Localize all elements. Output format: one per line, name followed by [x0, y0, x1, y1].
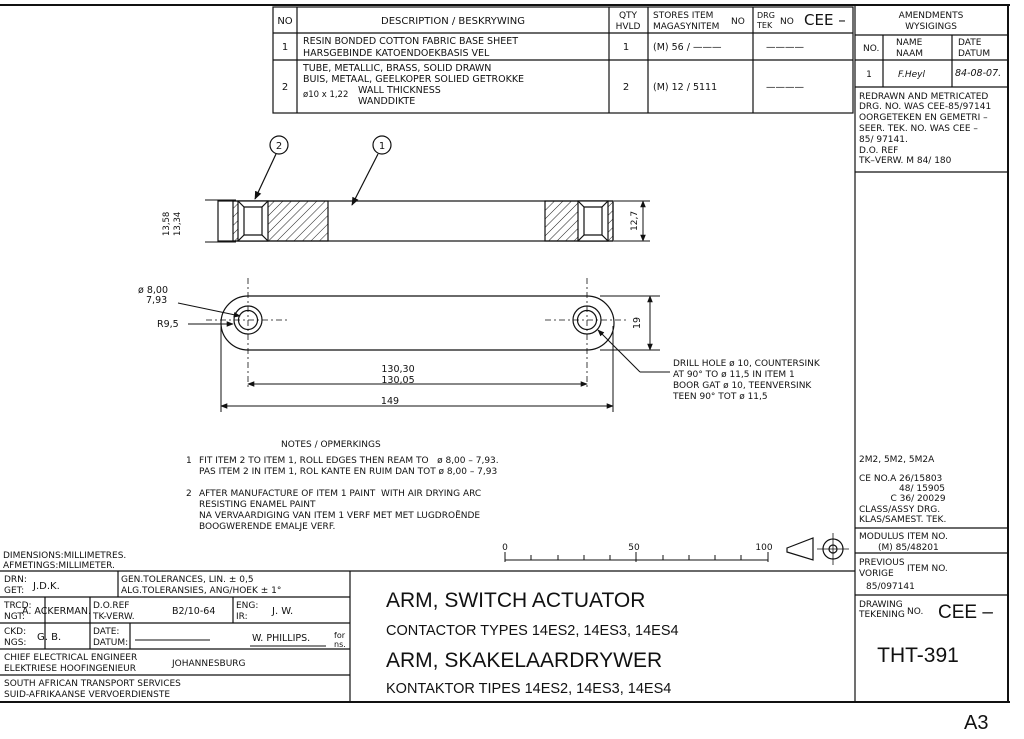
drill-note-line: BOOR GAT ø 10, TEENVERSINK: [673, 381, 812, 391]
balloon-1-text: 1: [378, 141, 386, 152]
tolerance-line-1: GEN.TOLERANCES, LIN. ± 0,5: [121, 575, 254, 585]
drawn-by: J.D.K.: [33, 581, 60, 592]
class-assy-label-af: KLAS/SAMEST. TEK.: [859, 515, 947, 525]
amendments-block: [858, 11, 1001, 166]
subtitle-af: KONTAKTOR TIPES 14ES2, 14ES3, 14ES4: [386, 681, 672, 697]
units-line-1: DIMENSIONS:MILLIMETRES.: [3, 551, 127, 561]
amend-col-name: NAME: [896, 38, 923, 48]
amend-note-line: TK–VERW. M 84/ 180: [859, 156, 952, 166]
org-line-1: CHIEF ELECTRICAL ENGINEER: [4, 653, 138, 663]
parts-table-header: [277, 11, 845, 32]
row-1-desc-1: RESIN BONDED COTTON FABRIC BASE SHEET: [303, 36, 519, 47]
note-2-line: RESISTING ENAMEL PAINT: [199, 500, 316, 510]
ce-no-line: C 36/ 20029: [859, 494, 946, 504]
date-label-af: DATUM:: [93, 638, 129, 648]
scale-tick-0: 0: [502, 543, 508, 553]
balloon-2-text: 2: [275, 141, 283, 152]
modulus-block: [859, 532, 948, 553]
col-drg-cee: CEE –: [804, 11, 846, 29]
drawing-prefix: CEE –: [938, 602, 993, 623]
col-description-header: DESCRIPTION / BESKRYWING: [381, 16, 525, 27]
row-2-qty: 2: [622, 82, 630, 93]
date-label: DATE:: [93, 627, 120, 637]
col-qty-header: QTY: [618, 11, 638, 21]
amend-row-name: F.Heyl: [898, 70, 926, 80]
dim-hole-dia-1: ø 8,00: [138, 285, 168, 296]
amend-note-line: SEER. TEK. NO. WAS CEE –: [859, 124, 978, 134]
amend-row-date: 84-08-07.: [955, 68, 1002, 79]
amend-row-no: 1: [866, 70, 872, 80]
traced-label-af: NGT:: [4, 612, 25, 622]
row-2-size: ø10 x 1,22: [303, 90, 349, 100]
approver-for: for: [334, 631, 345, 640]
dim-h-outer: 13,58: [162, 211, 172, 236]
dim-centres-2: 130,05: [381, 375, 415, 386]
notes: [186, 440, 499, 532]
scale-tick-50: 50: [628, 543, 640, 553]
notes-heading: NOTES / OPMERKINGS: [281, 440, 381, 450]
org-city: JOHANNESBURG: [172, 659, 246, 669]
title-en: ARM, SWITCH ACTUATOR: [386, 589, 646, 612]
note-1-num: 1: [186, 456, 192, 466]
plan-view: [206, 278, 629, 390]
amend-col-no: NO.: [863, 44, 880, 54]
amend-col-date: DATE: [958, 38, 982, 48]
previous-block: [859, 558, 948, 592]
section-view: [218, 201, 613, 241]
amendment-notes: [858, 92, 991, 166]
col-stores-header-af: MAGASYNITEM: [653, 22, 720, 32]
applicable-models: 2M2, 5M2, 5M2A: [859, 455, 935, 465]
note-1-line: FIT ITEM 2 TO ITEM 1, ROLL EDGES THEN REAM TO ø 8,00 – 7,93.: [199, 456, 499, 466]
previous-item-label: ITEM NO.: [907, 564, 948, 574]
scale-tick-100: 100: [755, 543, 773, 553]
eng-label-af: IR:: [236, 612, 248, 622]
dim-width: 19: [632, 316, 643, 329]
eng-name: J. W.: [272, 606, 294, 617]
amend-col-name-af: NAAM: [896, 49, 924, 59]
applicability-block: [859, 455, 946, 525]
note-2-line: BOOGWERENDE EMALJE VERF.: [199, 522, 336, 532]
amendments-title: AMENDMENTS: [898, 11, 964, 21]
row-2-stores: (M) 12 / 5111: [653, 82, 718, 93]
drawn-label: DRN:: [4, 575, 27, 585]
drawing-label: DRAWING: [859, 600, 903, 610]
col-drg-no: NO: [780, 17, 794, 27]
drawn-label-af: GET:: [4, 586, 25, 596]
drill-note-line: AT 90° TO ø 11,5 IN ITEM 1: [673, 370, 795, 380]
amend-note-line: OORGETEKEN EN GEMETRI –: [859, 113, 988, 123]
dim-radius: R9,5: [157, 319, 179, 330]
projection-symbol: [787, 533, 849, 565]
sheet-size: A3: [964, 712, 989, 734]
row-2-wanddikte: WANDDIKTE: [358, 96, 416, 107]
drawing-number-block: [858, 600, 993, 667]
note-1-line: PAS ITEM 2 IN ITEM 1, ROL KANTE EN RUIM DAN TOT ø 8,00 – 7,93: [199, 467, 498, 477]
amendments-title-af: WYSIGINGS: [905, 22, 957, 32]
dim-overall: 149: [380, 396, 400, 407]
checked-label: CKD:: [4, 627, 27, 637]
col-qty-header-af: HVLD: [615, 22, 641, 32]
units-line-2: AFMETINGS:MILLIMETER.: [3, 561, 115, 571]
traced-by: A. ACKERMAN.: [22, 606, 91, 617]
drill-note: [672, 359, 821, 402]
col-stores-no: NO: [731, 17, 745, 27]
doref-label: D.O.REF: [93, 601, 130, 611]
row-1-stores: (M) 56 / ———: [653, 42, 722, 53]
tolerance-line-2: ALG.TOLERANSIES, ANG/HOEK ± 1°: [121, 586, 282, 596]
row-2-desc-1: TUBE, METALLIC, BRASS, SOLID DRAWN: [303, 63, 492, 74]
dim-h-inner: 13,34: [173, 211, 183, 236]
org-line-3: SOUTH AFRICAN TRANSPORT SERVICES: [4, 679, 181, 689]
drawing-title: [386, 589, 679, 697]
row-1-qty: 1: [622, 42, 630, 53]
amend-note-line: D.O. REF: [859, 146, 899, 156]
dim-thickness: 12,7: [630, 210, 640, 231]
class-assy-label: CLASS/ASSY DRG.: [859, 505, 941, 515]
col-stores-header: STORES ITEM: [653, 11, 714, 21]
amend-note-line: 85/ 97141.: [859, 135, 908, 145]
drawing-label-af: TEKENING: [859, 610, 905, 620]
amend-col-date-af: DATUM: [958, 49, 991, 59]
approver-name: W. PHILLIPS.: [252, 633, 311, 644]
previous-value: 85/097141: [866, 582, 915, 592]
drill-note-line: DRILL HOLE ø 10, COUNTERSINK: [673, 359, 820, 369]
org-line-4: SUID-AFRIKAANSE VERVOERDIENSTE: [4, 690, 171, 700]
col-drg-header-af: TEK: [757, 21, 773, 30]
row-2-drg: ————: [766, 82, 804, 93]
previous-label-af: VORIGE: [859, 569, 894, 579]
note-2-line: NA VERVAARDIGING VAN ITEM 1 VERF MET MET LUGDROËNDE: [199, 511, 481, 521]
title-af: ARM, SKAKELAARDRYWER: [386, 649, 663, 672]
eng-label: ENG:: [236, 601, 259, 611]
checked-label-af: NGS:: [4, 638, 27, 648]
doref-value: B2/10-64: [172, 606, 216, 617]
units-note: [3, 551, 126, 571]
drawing-no-label: NO.: [907, 607, 924, 617]
traced-label: TRCD:: [4, 601, 32, 611]
row-2-desc-2: BUIS, METAAL, GEELKOPER SOLIED GETROKKE: [303, 74, 525, 85]
scale-bar: [505, 552, 768, 562]
row-2-wall: WALL THICKNESS: [358, 85, 441, 96]
col-no-header: NO: [277, 16, 293, 27]
row-1-desc-2: HARSGEBINDE KATOENDOEKBASIS VEL: [303, 48, 490, 59]
col-drg-header: DRG: [757, 11, 775, 20]
plan-dimensions: [178, 296, 670, 412]
row-1-no: 1: [281, 42, 289, 53]
title-block-fields: [3, 575, 346, 700]
drawing-number: THT-391: [877, 644, 959, 667]
modulus-value: (M) 85/48201: [878, 543, 939, 553]
note-2-line: AFTER MANUFACTURE OF ITEM 1 PAINT WITH AIR DRYING ARC: [199, 489, 482, 499]
parts-table-row-1: [282, 36, 805, 59]
row-1-drg: ————: [766, 42, 804, 53]
modulus-label: MODULUS ITEM NO.: [859, 532, 948, 542]
ce-no-line: CE NO.A 26/15803: [859, 474, 943, 484]
previous-label: PREVIOUS: [859, 558, 905, 568]
amend-note-line: REDRAWN AND METRICATED: [859, 92, 989, 102]
drill-note-line: TEEN 90° TOT ø 11,5: [673, 392, 768, 402]
dim-hole-dia-2: 7,93: [146, 295, 168, 306]
checked-by: G. B.: [37, 632, 62, 643]
approver-ns: ns.: [334, 640, 346, 649]
row-2-no: 2: [281, 82, 289, 93]
parts-table-row-2: [282, 63, 805, 107]
doref-label-af: TK-VERW.: [93, 612, 135, 622]
subtitle-en: CONTACTOR TYPES 14ES2, 14ES3, 14ES4: [386, 623, 679, 639]
note-2-num: 2: [186, 489, 192, 499]
org-line-2: ELEKTRIESE HOOFINGENIEUR: [4, 664, 137, 674]
ce-no-line: 48/ 15905: [859, 484, 946, 494]
dim-centres-1: 130,30: [381, 364, 415, 375]
amend-note-line: DRG. NO. WAS CEE-85/97141: [859, 102, 992, 112]
